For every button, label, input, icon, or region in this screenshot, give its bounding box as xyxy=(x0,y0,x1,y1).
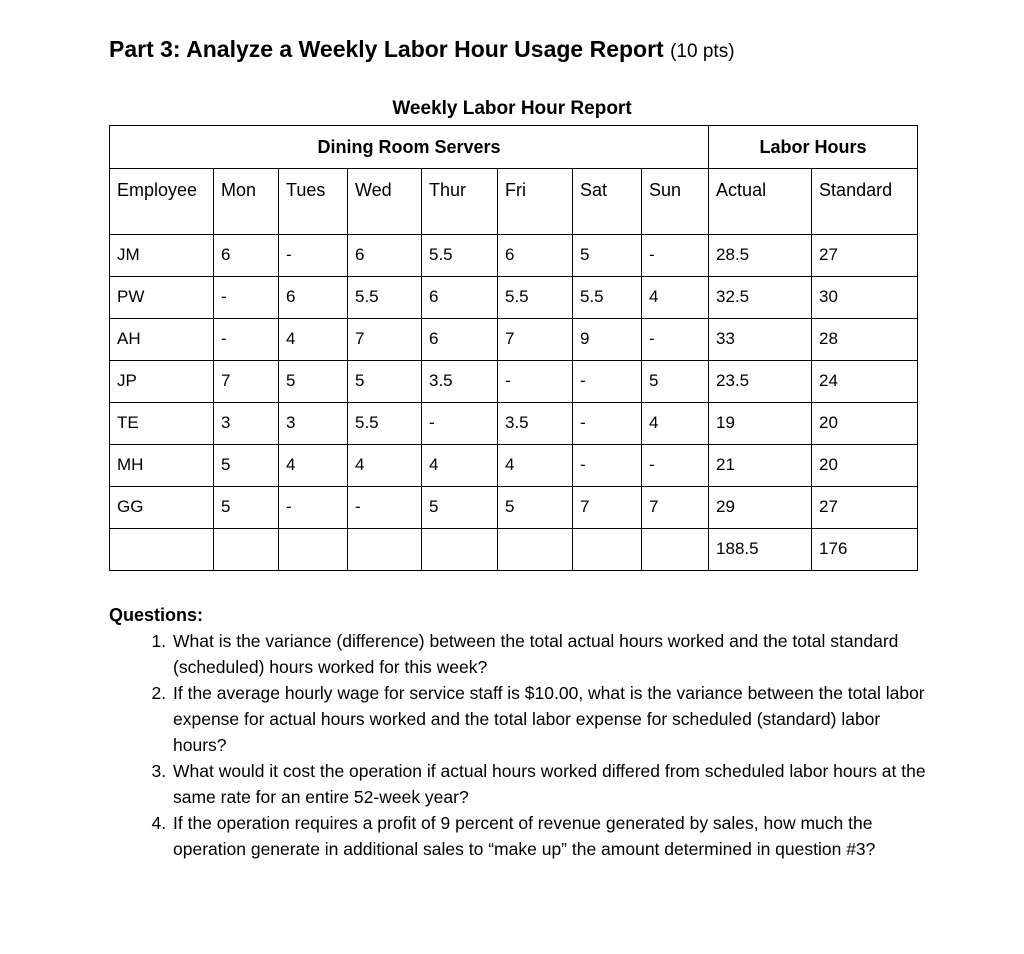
column-header-wed: Wed xyxy=(348,169,422,235)
questions-section xyxy=(109,602,929,862)
table-cell: 20 xyxy=(812,403,918,445)
table-cell: 5 xyxy=(642,361,709,403)
table-cell: - xyxy=(422,403,498,445)
table-cell: JM xyxy=(110,235,214,277)
column-header-standard: Standard xyxy=(812,169,918,235)
table-cell: 6 xyxy=(214,235,279,277)
table-cell: AH xyxy=(110,319,214,361)
table-cell: - xyxy=(279,487,348,529)
column-header-tues: Tues xyxy=(279,169,348,235)
table-cell xyxy=(214,529,279,571)
table-cell: 6 xyxy=(422,277,498,319)
table-cell: 7 xyxy=(642,487,709,529)
page-title-text: Part 3: Analyze a Weekly Labor Hour Usage Report xyxy=(109,36,664,62)
table-cell xyxy=(110,529,214,571)
report-title xyxy=(0,98,1024,120)
table-cell: PW xyxy=(110,277,214,319)
table-cell: 9 xyxy=(573,319,642,361)
table-cell: - xyxy=(214,277,279,319)
table-body xyxy=(110,235,918,571)
column-header-sun: Sun xyxy=(642,169,709,235)
table-cell: 21 xyxy=(709,445,812,487)
table-cell: - xyxy=(498,361,573,403)
table-cell: 176 xyxy=(812,529,918,571)
table-cell: MH xyxy=(110,445,214,487)
question-item-2: 2. If the average hourly wage for service staff is $10.00, what is the variance between the total labor expense for actual hours worked and the total labor expense for scheduled (standard) labor hours? xyxy=(171,680,929,758)
points-label: (10 pts) xyxy=(670,41,735,62)
table-cell: 4 xyxy=(642,403,709,445)
table-cell: 4 xyxy=(498,445,573,487)
question-item-1: 1. What is the variance (difference) between the total actual hours worked and the total standard (scheduled) hours worked for this week? xyxy=(171,628,929,680)
table-row-jm xyxy=(110,235,918,277)
table-cell: 5.5 xyxy=(422,235,498,277)
table-cell xyxy=(279,529,348,571)
table-cell: 4 xyxy=(422,445,498,487)
table-cell: 33 xyxy=(709,319,812,361)
table-cell: 5 xyxy=(214,487,279,529)
table-cell: - xyxy=(642,235,709,277)
table-cell: 7 xyxy=(348,319,422,361)
question-list xyxy=(109,628,929,862)
table-cell: 4 xyxy=(642,277,709,319)
table-cell: 5 xyxy=(422,487,498,529)
table-cell: 5 xyxy=(498,487,573,529)
column-header-actual: Actual xyxy=(709,169,812,235)
table-cell: 5.5 xyxy=(348,403,422,445)
group-dining-room-servers: Dining Room Servers xyxy=(110,126,709,169)
table-cell: 28.5 xyxy=(709,235,812,277)
table-cell: 5.5 xyxy=(498,277,573,319)
table-cell: 6 xyxy=(348,235,422,277)
table-cell: 19 xyxy=(709,403,812,445)
table-cell: 5 xyxy=(279,361,348,403)
table-cell: 24 xyxy=(812,361,918,403)
table-cell: - xyxy=(573,403,642,445)
table-cell: 5.5 xyxy=(573,277,642,319)
table-cell: 3 xyxy=(279,403,348,445)
table-cell: 5 xyxy=(214,445,279,487)
table-cell: - xyxy=(348,487,422,529)
table-cell xyxy=(422,529,498,571)
table-cell: 7 xyxy=(214,361,279,403)
table-cell: - xyxy=(279,235,348,277)
table-cell: 4 xyxy=(279,319,348,361)
table-cell: 27 xyxy=(812,487,918,529)
column-header-row xyxy=(110,169,918,235)
table-cell: 188.5 xyxy=(709,529,812,571)
table-cell: 6 xyxy=(279,277,348,319)
table-cell: 4 xyxy=(348,445,422,487)
table-row-jp xyxy=(110,361,918,403)
column-header-sat: Sat xyxy=(573,169,642,235)
table-cell: 4 xyxy=(279,445,348,487)
table-cell: 3 xyxy=(214,403,279,445)
table-cell: GG xyxy=(110,487,214,529)
column-header-mon: Mon xyxy=(214,169,279,235)
table-cell xyxy=(573,529,642,571)
table-cell: 5.5 xyxy=(348,277,422,319)
question-item-3: 3. What would it cost the operation if actual hours worked differed from scheduled labor hours at the same rate for an entire 52-week year? xyxy=(171,758,929,810)
table-cell: 6 xyxy=(498,235,573,277)
table-cell: - xyxy=(642,445,709,487)
table-cell: 6 xyxy=(422,319,498,361)
table-cell: 27 xyxy=(812,235,918,277)
page-title xyxy=(109,36,735,63)
table-cell xyxy=(498,529,573,571)
column-header-employee: Employee xyxy=(110,169,214,235)
table-cell: - xyxy=(642,319,709,361)
table-cell: 5 xyxy=(573,235,642,277)
table-cell: 29 xyxy=(709,487,812,529)
table-row-totals xyxy=(110,529,918,571)
table-cell: - xyxy=(214,319,279,361)
table-cell: 23.5 xyxy=(709,361,812,403)
table-cell: 20 xyxy=(812,445,918,487)
column-header-thur: Thur xyxy=(422,169,498,235)
table-cell xyxy=(642,529,709,571)
table-row-pw xyxy=(110,277,918,319)
group-labor-hours: Labor Hours xyxy=(709,126,918,169)
table-row-gg xyxy=(110,487,918,529)
table-row-ah xyxy=(110,319,918,361)
labor-hour-table xyxy=(109,125,918,571)
table-cell: 7 xyxy=(498,319,573,361)
table-cell: 3.5 xyxy=(422,361,498,403)
report-title-text: Weekly Labor Hour Report xyxy=(392,98,632,119)
table-cell: - xyxy=(573,361,642,403)
table-cell: 5 xyxy=(348,361,422,403)
column-header-fri: Fri xyxy=(498,169,573,235)
table-cell: 7 xyxy=(573,487,642,529)
question-item-4: 4. If the operation requires a profit of 9 percent of revenue generated by sales, how much the operation generate in additional sales to “make up” the amount determined in question #3? xyxy=(171,810,929,862)
table-row-te xyxy=(110,403,918,445)
table-cell: - xyxy=(573,445,642,487)
group-header-row xyxy=(110,126,918,169)
questions-heading: Questions: xyxy=(109,605,204,625)
table-cell: 30 xyxy=(812,277,918,319)
table-cell: TE xyxy=(110,403,214,445)
table-cell: 28 xyxy=(812,319,918,361)
table-row-mh xyxy=(110,445,918,487)
table-cell: 3.5 xyxy=(498,403,573,445)
table-cell: JP xyxy=(110,361,214,403)
table-cell xyxy=(348,529,422,571)
table-cell: 32.5 xyxy=(709,277,812,319)
